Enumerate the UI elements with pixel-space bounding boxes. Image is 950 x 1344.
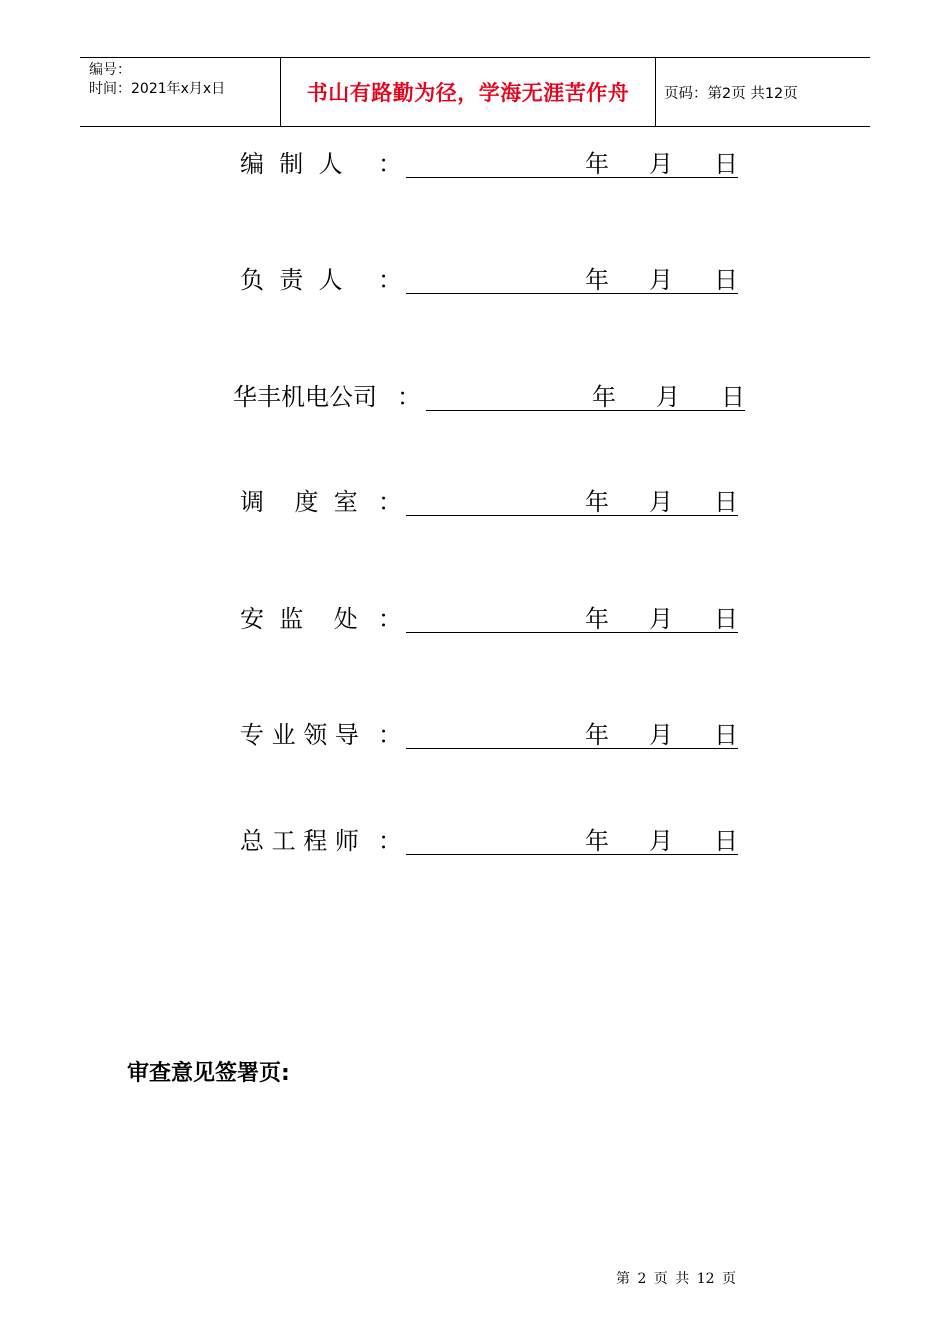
signature-row-dispatch — [0, 484, 950, 520]
page-header — [80, 57, 870, 127]
header-page-info: 页码：第2页 共12页 — [664, 85, 798, 102]
signature-row-compiler — [0, 146, 950, 182]
signature-row-safety — [0, 601, 950, 637]
year-label: 年 — [585, 488, 609, 516]
signature-row-responsible — [0, 262, 950, 298]
year-label: 年 — [592, 383, 616, 411]
signature-colon: ： — [378, 605, 402, 633]
signature-colon: ： — [378, 488, 402, 516]
year-label: 年 — [585, 721, 609, 749]
header-motto: 书山有路勤为径，学海无涯苦作舟 — [306, 81, 630, 105]
document-date: 时间：2021年x月x日 — [89, 81, 226, 97]
signature-line[interactable] — [406, 515, 738, 516]
signature-line[interactable] — [406, 854, 738, 855]
signature-label: 专 业 领 导 — [240, 721, 359, 749]
month-label: 月 — [656, 383, 680, 411]
signature-colon: ： — [378, 150, 402, 178]
year-label: 年 — [585, 150, 609, 178]
month-label: 月 — [649, 266, 673, 294]
signature-colon: ： — [378, 827, 402, 855]
signature-label: 调 度 室 — [240, 488, 358, 516]
signature-colon: ： — [397, 383, 421, 411]
page-footer: 第 2 页 共 12 页 — [616, 1271, 736, 1287]
day-label: 日 — [714, 605, 738, 633]
year-label: 年 — [585, 266, 609, 294]
signature-line[interactable] — [406, 293, 738, 294]
day-label: 日 — [714, 827, 738, 855]
day-label: 日 — [714, 488, 738, 516]
signature-colon: ： — [378, 266, 402, 294]
year-label: 年 — [585, 827, 609, 855]
month-label: 月 — [649, 721, 673, 749]
signature-label: 负 责 人 — [240, 266, 343, 294]
signature-row-company — [0, 379, 950, 415]
signature-row-professional-leader — [0, 717, 950, 753]
month-label: 月 — [649, 827, 673, 855]
signature-line[interactable] — [406, 177, 738, 178]
day-label: 日 — [714, 721, 738, 749]
signature-line[interactable] — [406, 748, 738, 749]
signature-row-chief-engineer — [0, 823, 950, 859]
day-label: 日 — [714, 150, 738, 178]
month-label: 月 — [649, 605, 673, 633]
day-label: 日 — [721, 383, 745, 411]
day-label: 日 — [714, 266, 738, 294]
document-number: 编号： — [89, 62, 131, 78]
signature-line[interactable] — [426, 410, 745, 411]
month-label: 月 — [649, 150, 673, 178]
signature-colon: ： — [378, 721, 402, 749]
signature-label: 安 监 处 — [240, 605, 358, 633]
header-page-cell — [655, 58, 870, 126]
header-motto-cell — [280, 58, 656, 126]
signature-label: 华丰机电公司 — [233, 383, 377, 411]
header-meta — [80, 58, 280, 126]
review-signature-title: 审查意见签署页: — [127, 1061, 290, 1086]
year-label: 年 — [585, 605, 609, 633]
signature-label: 总 工 程 师 — [240, 827, 359, 855]
month-label: 月 — [649, 488, 673, 516]
signature-line[interactable] — [406, 632, 738, 633]
signature-label: 编 制 人 — [240, 150, 343, 178]
